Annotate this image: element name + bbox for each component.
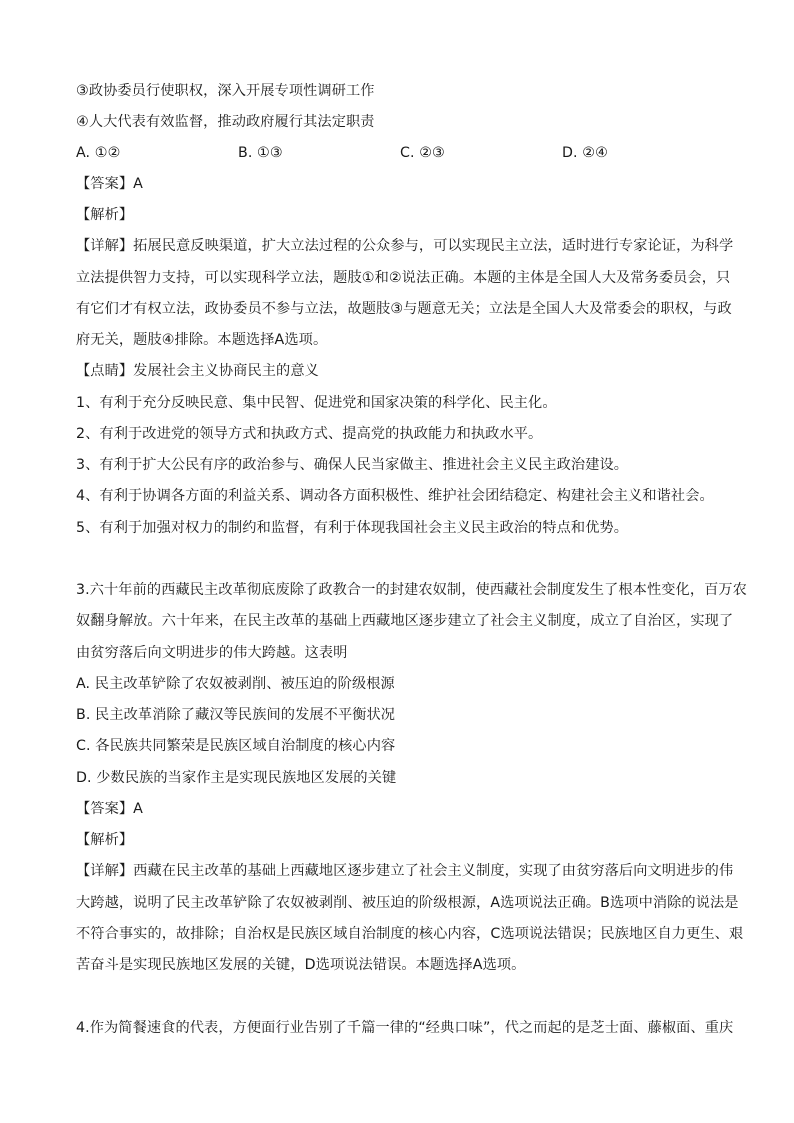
q2-detail-line: 【详解】拓展民意反映渠道，扩大立法过程的公众参与，可以实现民主立法，适时进行专家论证，为科学 [76, 238, 734, 254]
q3-detail-line: 不符合事实的，故排除；自治权是民族区域自治制度的核心内容，C选项说法错误；民族地区自力更生、艰 [76, 926, 744, 942]
q2-tip-item: 2、有利于改进党的领导方式和执政方式、提高党的执政能力和执政水平。 [76, 426, 543, 442]
q2-tip-item: 5、有利于加强对权力的制约和监督，有利于体现我国社会主义民主政治的特点和优势。 [76, 520, 629, 536]
choice-c: C. ②③ [400, 145, 445, 161]
q3-option-d: D. 少数民族的当家作主是实现民族地区发展的关键 [76, 770, 397, 786]
q3-answer: 【答案】A [76, 801, 143, 817]
q3-detail-line: 大跨越，说明了民主改革铲除了农奴被剥削、被压迫的阶级根源，A选项说法正确。B选项中消除的说法是 [76, 895, 739, 911]
option-statement-4: ④人大代表有效监督，推动政府履行其法定职责 [76, 114, 375, 130]
choice-a: A. ①② [76, 145, 121, 161]
q3-detail-line: 苦奋斗是实现民族地区发展的关键，D选项说法错误。本题选择A选项。 [76, 957, 526, 973]
q4-stem-line: 4.作为简餐速食的代表，方便面行业告别了千篇一律的“经典口味”，代之而起的是芝士面、藤椒面、重庆 [76, 1020, 734, 1036]
q2-detail-line: 府无关，题肢④排除。本题选择A选项。 [76, 332, 328, 348]
option-statement-3: ③政协委员行使职权，深入开展专项性调研工作 [76, 83, 375, 99]
q2-tip-item: 1、有利于充分反映民意、集中民智、促进党和国家决策的科学化、民主化。 [76, 395, 557, 411]
q2-analysis-heading: 【解析】 [76, 207, 134, 223]
q2-tip-item: 3、有利于扩大公民有序的政治参与、确保人民当家做主、推进社会主义民主政治建设。 [76, 457, 629, 473]
q2-detail-line: 有它们才有权立法，政协委员不参与立法，故题肢③与题意无关；立法是全国人大及常委会的职权，与政 [76, 301, 732, 317]
q2-tip-item: 4、有利于协调各方面的利益关系、调动各方面积极性、维护社会团结稳定、构建社会主义和谐社会。 [76, 488, 714, 504]
q3-option-b: B. 民主改革消除了藏汉等民族间的发展不平衡状况 [76, 707, 396, 723]
q3-stem-line: 奴翻身解放。六十年来，在民主改革的基础上西藏地区逐步建立了社会主义制度，成立了自治区，实现了 [76, 613, 734, 629]
q2-detail-line: 立法提供智力支持，可以实现科学立法，题肢①和②说法正确。本题的主体是全国人大及常务委员会，只 [76, 270, 731, 286]
choice-d: D. ②④ [562, 145, 608, 161]
q3-stem-line: 由贫穷落后向文明进步的伟大跨越。这表明 [76, 645, 348, 661]
choice-b: B. ①③ [238, 145, 283, 161]
q3-analysis-heading: 【解析】 [76, 832, 134, 848]
q3-stem-line: 3.六十年前的西藏民主改革彻底废除了政教合一的封建农奴制，使西藏社会制度发生了根本性变化，百万农 [76, 582, 747, 598]
q2-answer: 【答案】A [76, 176, 143, 192]
q2-tip-title: 【点睛】发展社会主义协商民主的意义 [76, 363, 319, 379]
q3-option-a: A. 民主改革铲除了农奴被剥削、被压迫的阶级根源 [76, 676, 395, 692]
q3-option-c: C. 各民族共同繁荣是民族区域自治制度的核心内容 [76, 738, 396, 754]
q3-detail-line: 【详解】西藏在民主改革的基础上西藏地区逐步建立了社会主义制度，实现了由贫穷落后向文明进步的伟 [76, 863, 734, 879]
